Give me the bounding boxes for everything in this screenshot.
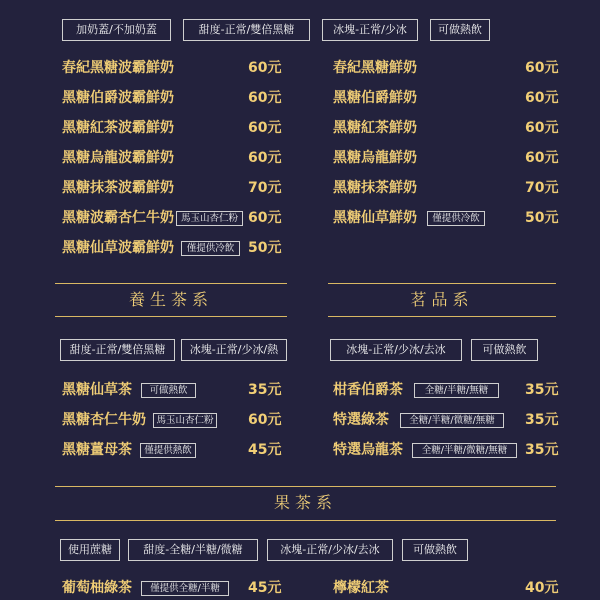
item-name: 黑糖波霸杏仁牛奶 (62, 210, 174, 226)
item-name: 特選烏龍茶 (333, 442, 403, 458)
menu-item (0, 410, 600, 430)
item-price: 45元 (248, 580, 282, 596)
item-name: 黑糖紅茶鮮奶 (333, 120, 417, 136)
menu-item (0, 208, 600, 228)
menu-item (0, 148, 600, 168)
item-price: 60元 (248, 150, 282, 166)
section-divider (55, 520, 556, 521)
item-name: 黑糖抹茶波霸鮮奶 (62, 180, 174, 196)
menu-item (0, 578, 600, 598)
item-name: 黑糖伯爵鮮奶 (333, 90, 417, 106)
option-tag-cane-sugar: 使用蔗糖 (60, 539, 120, 561)
item-price: 35元 (525, 442, 559, 458)
option-tag-ice: 冰塊-正常/少冰/熱 (181, 339, 287, 361)
menu-item (0, 118, 600, 138)
item-note-badge: 全糖/半糖/微糖/無糖 (400, 413, 504, 428)
section-divider (55, 316, 287, 317)
item-note-badge: 可做熱飲 (141, 383, 196, 398)
item-name: 黑糖杏仁牛奶 (62, 412, 146, 428)
section-title-fruit-tea: 果茶系 (273, 493, 337, 512)
item-name: 黑糖伯爵波霸鮮奶 (62, 90, 174, 106)
item-name: 黑糖仙草茶 (62, 382, 132, 398)
item-price: 40元 (525, 580, 559, 596)
item-name: 春紀黑糖波霸鮮奶 (62, 60, 174, 76)
menu-item (0, 58, 600, 78)
item-note-badge: 馬玉山杏仁粉 (153, 413, 217, 428)
item-price: 60元 (248, 120, 282, 136)
item-name: 檸檬紅茶 (333, 580, 389, 596)
item-note-badge: 僅提供熱飲 (140, 443, 196, 458)
menu-item (0, 238, 600, 258)
item-price: 70元 (525, 180, 559, 196)
menu-item (0, 440, 600, 460)
item-price: 70元 (248, 180, 282, 196)
option-tag-sweetness: 甜度-正常/雙倍黑糖 (60, 339, 175, 361)
item-name: 特選綠茶 (333, 412, 389, 428)
option-tag-hot: 可做熱飲 (402, 539, 468, 561)
option-tag-hot: 可做熱飲 (430, 19, 490, 41)
menu-item (0, 178, 600, 198)
item-name: 黑糖紅茶波霸鮮奶 (62, 120, 174, 136)
option-tag-sweetness: 甜度-全糖/半糖/微糖 (128, 539, 258, 561)
item-price: 60元 (525, 90, 559, 106)
section-title-health-tea: 養生茶系 (128, 290, 213, 309)
option-tag-sweetness: 甜度-正常/雙倍黑糖 (183, 19, 310, 41)
item-name: 黑糖抹茶鮮奶 (333, 180, 417, 196)
item-name: 柑香伯爵茶 (333, 382, 403, 398)
item-note-badge: 僅提供全糖/半糖 (141, 581, 229, 596)
item-name: 黑糖仙草波霸鮮奶 (62, 240, 174, 256)
menu-item (0, 380, 600, 400)
item-price: 50元 (248, 240, 282, 256)
menu-item (0, 88, 600, 108)
section-divider (55, 486, 556, 487)
option-tag-ice: 冰塊-正常/少冰 (322, 19, 418, 41)
item-price: 60元 (525, 150, 559, 166)
item-note-badge: 僅提供冷飲 (427, 211, 485, 226)
item-price: 60元 (248, 60, 282, 76)
item-price: 35元 (248, 382, 282, 398)
item-note-badge: 馬玉山杏仁粉 (176, 211, 243, 226)
item-name: 葡萄柚綠茶 (62, 580, 132, 596)
option-tag-milk-cap: 加奶蓋/不加奶蓋 (62, 19, 171, 41)
option-tag-hot: 可做熱飲 (471, 339, 538, 361)
item-price: 60元 (248, 210, 282, 226)
section-divider (55, 283, 287, 284)
item-price: 60元 (248, 90, 282, 106)
option-tag-ice: 冰塊-正常/少冰/去冰 (330, 339, 462, 361)
item-name: 黑糖仙草鮮奶 (333, 210, 417, 226)
item-price: 60元 (525, 120, 559, 136)
item-name: 黑糖薑母茶 (62, 442, 132, 458)
item-name: 黑糖烏龍波霸鮮奶 (62, 150, 174, 166)
item-price: 45元 (248, 442, 282, 458)
item-price: 35元 (525, 412, 559, 428)
item-note-badge: 僅提供冷飲 (181, 241, 240, 256)
item-price: 60元 (248, 412, 282, 428)
item-price: 35元 (525, 382, 559, 398)
item-note-badge: 全糖/半糖/微糖/無糖 (412, 443, 517, 458)
section-title-ming-tea: 茗品系 (410, 290, 474, 309)
item-name: 春紀黑糖鮮奶 (333, 60, 417, 76)
option-tag-ice: 冰塊-正常/少冰/去冰 (267, 539, 393, 561)
section-divider (328, 316, 556, 317)
item-name: 黑糖烏龍鮮奶 (333, 150, 417, 166)
item-price: 60元 (525, 60, 559, 76)
item-note-badge: 全糖/半糖/無糖 (414, 383, 499, 398)
section-divider (328, 283, 556, 284)
item-price: 50元 (525, 210, 559, 226)
